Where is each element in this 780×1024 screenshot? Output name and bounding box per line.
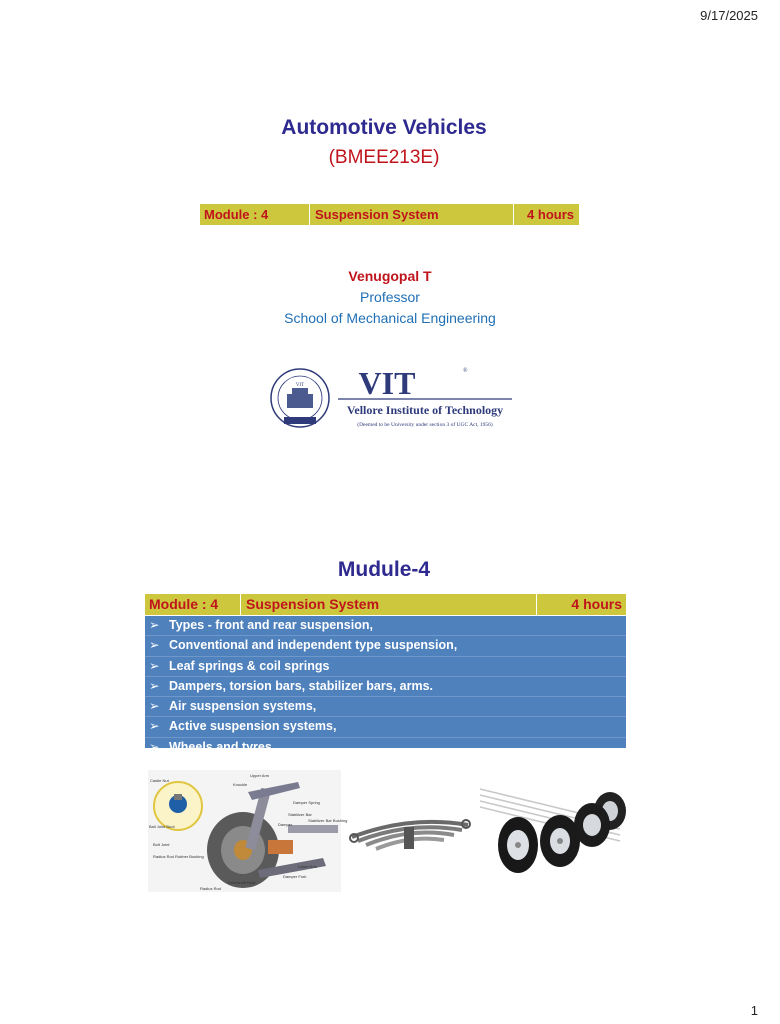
- svg-text:VIT: VIT: [295, 383, 305, 388]
- arrow-bullet-icon: ➢: [149, 658, 160, 673]
- suspension-diagram-image: [148, 770, 348, 892]
- svg-text:Bolt Joint: Bolt Joint: [153, 842, 170, 847]
- vit-full-name: Vellore Institute of Technology: [346, 403, 504, 417]
- module-banner: [200, 204, 579, 225]
- module-title: Mudule-4: [337, 558, 431, 581]
- arrow-bullet-icon: ➢: [149, 699, 160, 714]
- svg-text:Knuckle: Knuckle: [233, 782, 248, 787]
- list-item: ➢ Active suspension systems,: [145, 717, 626, 737]
- course-code: (BMEE213E): [328, 147, 440, 168]
- leaf-spring-image: [348, 805, 472, 860]
- svg-text:Radius Rod Rubber Bushing: Radius Rod Rubber Bushing: [153, 854, 204, 859]
- svg-text:Damper Spring: Damper Spring: [293, 800, 320, 805]
- page-number: 1: [750, 1003, 758, 1018]
- vit-tagline: (Deemed to be University under section 3 of UGC Act, 1956): [357, 422, 493, 428]
- svg-text:Upper Arm: Upper Arm: [250, 773, 270, 778]
- list-item: ➢ Conventional and independent type suspension,: [145, 636, 626, 656]
- list-item: ➢ Dampers, torsion bars, stabilizer bars, arms.: [145, 677, 626, 697]
- svg-text:Lower Arm: Lower Arm: [298, 864, 318, 869]
- list-item: ➢ Leaf springs & coil springs: [145, 657, 626, 677]
- course-title: Automotive Vehicles: [281, 116, 487, 139]
- arrow-bullet-icon: ➢: [149, 638, 160, 653]
- arrow-bullet-icon: ➢: [149, 678, 160, 693]
- svg-text:®: ®: [463, 368, 468, 374]
- module-hours: 4 hours: [527, 207, 574, 222]
- module-name: Suspension System: [310, 204, 514, 225]
- module-header-row: [145, 594, 626, 615]
- svg-text:Castle Nut: Castle Nut: [150, 778, 169, 783]
- vit-seal-icon: [271, 369, 329, 427]
- svg-text:Stabilizer Bar Bushing: Stabilizer Bar Bushing: [308, 818, 348, 823]
- wheels-tyres-image: [480, 783, 628, 883]
- module-name: Suspension System: [241, 594, 537, 615]
- svg-text:Damper: Damper: [278, 822, 293, 827]
- svg-text:Ball Joint Boot: Ball Joint Boot: [149, 824, 175, 829]
- svg-text:Radius Rod: Radius Rod: [200, 886, 221, 891]
- list-item: ➢ Wheels and tyres.: [145, 738, 626, 757]
- author-role: Professor: [360, 289, 420, 305]
- vit-wordmark: VIT: [358, 365, 416, 401]
- author-school: School of Mechanical Engineering: [284, 310, 496, 326]
- list-item: ➢ Air suspension systems,: [145, 697, 626, 717]
- module-number: Module : 4: [200, 204, 310, 225]
- svg-text:Damper Fork: Damper Fork: [283, 874, 307, 879]
- module-number: Module : 4: [145, 594, 241, 615]
- svg-text:Stabilizer Bar: Stabilizer Bar: [288, 812, 312, 817]
- slide-date: 9/17/2025: [700, 8, 758, 23]
- arrow-bullet-icon: ➢: [149, 719, 160, 734]
- topic-list: [145, 616, 626, 754]
- module-hours: 4 hours: [571, 596, 622, 612]
- arrow-bullet-icon: ➢: [149, 739, 160, 754]
- vit-logo: [270, 364, 520, 434]
- list-item: ➢ Types - front and rear suspension,: [145, 616, 626, 636]
- svg-text:Driveshaft Boot: Driveshaft Boot: [228, 880, 256, 885]
- author-name: Venugopal T: [348, 268, 432, 284]
- arrow-bullet-icon: ➢: [149, 618, 160, 632]
